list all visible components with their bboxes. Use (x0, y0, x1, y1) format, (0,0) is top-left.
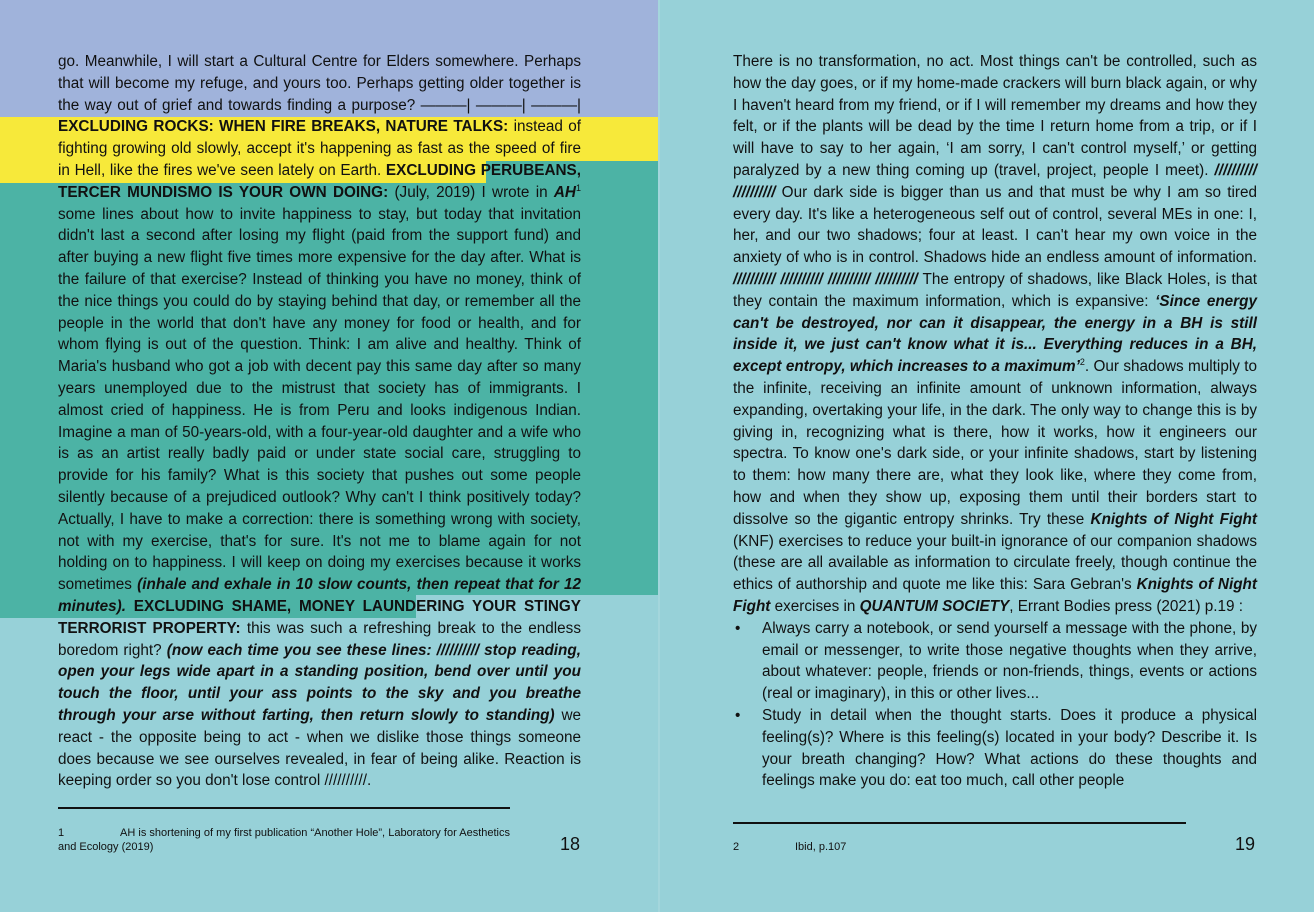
paragraph-text-f: exercises in (770, 597, 860, 615)
knf-title-1: Knights of Night Fight (1090, 510, 1257, 528)
intro-text: go. Meanwhile, I will start a Cultural Centre for Elders somewhere. Perhaps that will become my refuge, and yours too. Perhaps getting older together is the way out of grief and towards finding a purpose? (58, 53, 581, 114)
shame-text-a: this was such a refreshing break to the endless boredom right? (58, 619, 581, 659)
perubeans-text-b: some lines about how to invite happiness to stay, but today that invitation didn't last a second after losing my flight (paid from the support fund) and after buying a new flight five times more expensive for the day after. What is the failure of that exercise? Instead of thinking you have no money, think of the nice things you could do by staying behind that day, or remember all the people in the world that don't have any money for food or health, and for whom flying is out of the question. Think: I am alive and healthy. Think of Maria's husband who got a job with decent pay this same day after so many years unemployed due to the mistrust that society has of immigrants. I almost cried of happiness. He is from Peru and looks indigenous Indian. Imagine a man of 50-years-old, with a four-year-old daughter and a wife who is as an artist really badly paid or under state social care, struggling to provide for his family? What is this society that pushes out some people silently because of a prejudiced outlook? Why can't I think positively today? Actually, I have to make a correction: there is something wrong with society, not with my exercise, that's for sure. It's not me to blame again for not holding on to happiness. I will keep on doing my exercises because it works sometimes (58, 205, 581, 594)
bullet-icon: • (735, 619, 741, 637)
footnote-2 (733, 840, 1186, 854)
right-page (660, 0, 1314, 912)
footnote-ref-1: 1 (575, 182, 581, 193)
rocks-text: instead of fighting growing old slowly, accept it's happening as fast as the speed of fire in Hell, like the fires we've seen lately on Earth. (58, 118, 581, 179)
left-body-text (58, 51, 581, 792)
list-item-text: Always carry a notebook, or send yourself a message with the phone, by email or messenger, to write those negative thoughts when they arrive, about whatever: people, friends or non-friends, things, events or actions (real or imaginary), in this or other lives... (762, 619, 1257, 703)
footnote-rule (58, 807, 510, 809)
right-paragraph (733, 51, 1257, 618)
heading-excluding-shame: EXCLUDING SHAME, MONEY LAUNDERING YOUR STINGY TERRORIST PROPERTY: (58, 597, 581, 637)
slash-marks-2: ////////// ////////// ////////// ////////// (733, 270, 918, 288)
shame-text-b: we react - the opposite being to act - when we dislike those things someone does because we see ourselves revealed, in fear of being alike. Reaction is keeping order so you don't lose control //////////. (58, 706, 581, 790)
black-hole-quote: ‘Since energy can't be destroyed, nor can it disappear, the energy in a BH is still inside it, we just can't know what it is... Everything reduces in a BH, except entropy, which increases to a maximum’ (733, 292, 1257, 376)
slash-marks-1: ////////// ////////// (733, 161, 1257, 201)
page-number-left: 18 (560, 834, 581, 854)
dash-separators: ———| ———| ———| (420, 96, 582, 114)
quantum-society-title: QUANTUM SOCIETY (859, 597, 1010, 615)
heading-excluding-perubeans: EXCLUDING PERUBEANS, TERCER MUNDISMO IS YOUR OWN DOING: (58, 161, 581, 201)
paragraph-text-b: Our dark side is bigger than us and that must be why I am so tired every day. It's like a heterogeneous self out of control, several MEs in one: I, her, and our two shadows; four at least. I can't hear my own voice in the anxiety of who is in control. Shadows hide an endless amount of information. (733, 183, 1257, 267)
right-body-text (733, 51, 1257, 792)
exercise-list (733, 618, 1257, 792)
breathing-instruction: (inhale and exhale in 10 slow counts, then repeat that for 12 minutes). (58, 576, 582, 615)
stretch-instruction: (now each time you see these lines: ////////// stop reading, open your legs wide apart in a standing position, bend over until you touch the floor, until your ass points to the sky and you breathe through your arse without farting, then return slowly to standing) (58, 641, 581, 724)
footnote-1-text: AH is shortening of my first publication “Another Hole”, Laboratory for Aesthetics and Ecology (2019) (58, 827, 510, 853)
paragraph-text-e: (KNF) exercises to reduce your built-in ignorance of our companion shadows (these are all available as information to circulate freely, though continue the ethics of authorship and quote me like this: Sara Gebran's (733, 532, 1257, 594)
list-item-text: Study in detail when the thought starts. Does it produce a physical feeling(s)? Where is this feeling(s) located in your body? Describe it. Is your breath changing? How? What actions do these thoughts and feelings make you do: eat too much, call other people (762, 706, 1257, 790)
list-item (733, 705, 1257, 792)
bullet-icon: • (735, 706, 741, 724)
heading-excluding-rocks: EXCLUDING ROCKS: WHEN FIRE BREAKS, NATURE TALKS: (58, 118, 509, 136)
ah-reference: AH (553, 183, 576, 201)
paragraph-text-d: . Our shadows multiply to the infinite, receiving an infinite amount of unknown information, always expanding, overtaking your life, in the dark. The only way to change this is by giving in, recognizing what is there, how it works, how it engineers our spectra. To know one's dark side, or your infinite shadows, start by listening to them: how many there are, what they look like, where they come from, how and when they show up, exposing them until their borders start to dissolve so the gigantic entropy shrinks. Try these (733, 358, 1257, 528)
footnote-rule (733, 822, 1186, 824)
perubeans-text-a: (July, 2019) I wrote in (388, 183, 554, 201)
list-item (733, 618, 1257, 705)
paragraph-text-g: , Errant Bodies press (2021) p.19 : (1009, 597, 1244, 615)
paragraph-text-c: The entropy of shadows, like Black Holes, is that they contain the maximum information, which is expansive: (733, 270, 1258, 310)
footnote-1-number: 1 (58, 827, 65, 839)
footnote-1 (58, 826, 510, 854)
knf-title-2: Knights of Night Fight (733, 576, 1257, 615)
paragraph-text-a: There is no transformation, no act. Most things can't be controlled, such as how the day goes, or if my home-made crackers will burn black again, or why I haven't heard from my friend, or if I will remember my dreams and how they felt, or if the plants will be dead by the time I return home from a trip, or if I will have to say to her again, ‘I am sorry, I can't control myself,’ or getting paralyzed by a new thing coming up (travel, project, people I meet). (733, 53, 1257, 179)
footnote-2-text: Ibid, p.107 (795, 841, 847, 853)
footnote-2-number: 2 (733, 841, 740, 853)
footnote-ref-2: 2 (1079, 357, 1085, 368)
page-number-right: 19 (1235, 834, 1256, 854)
